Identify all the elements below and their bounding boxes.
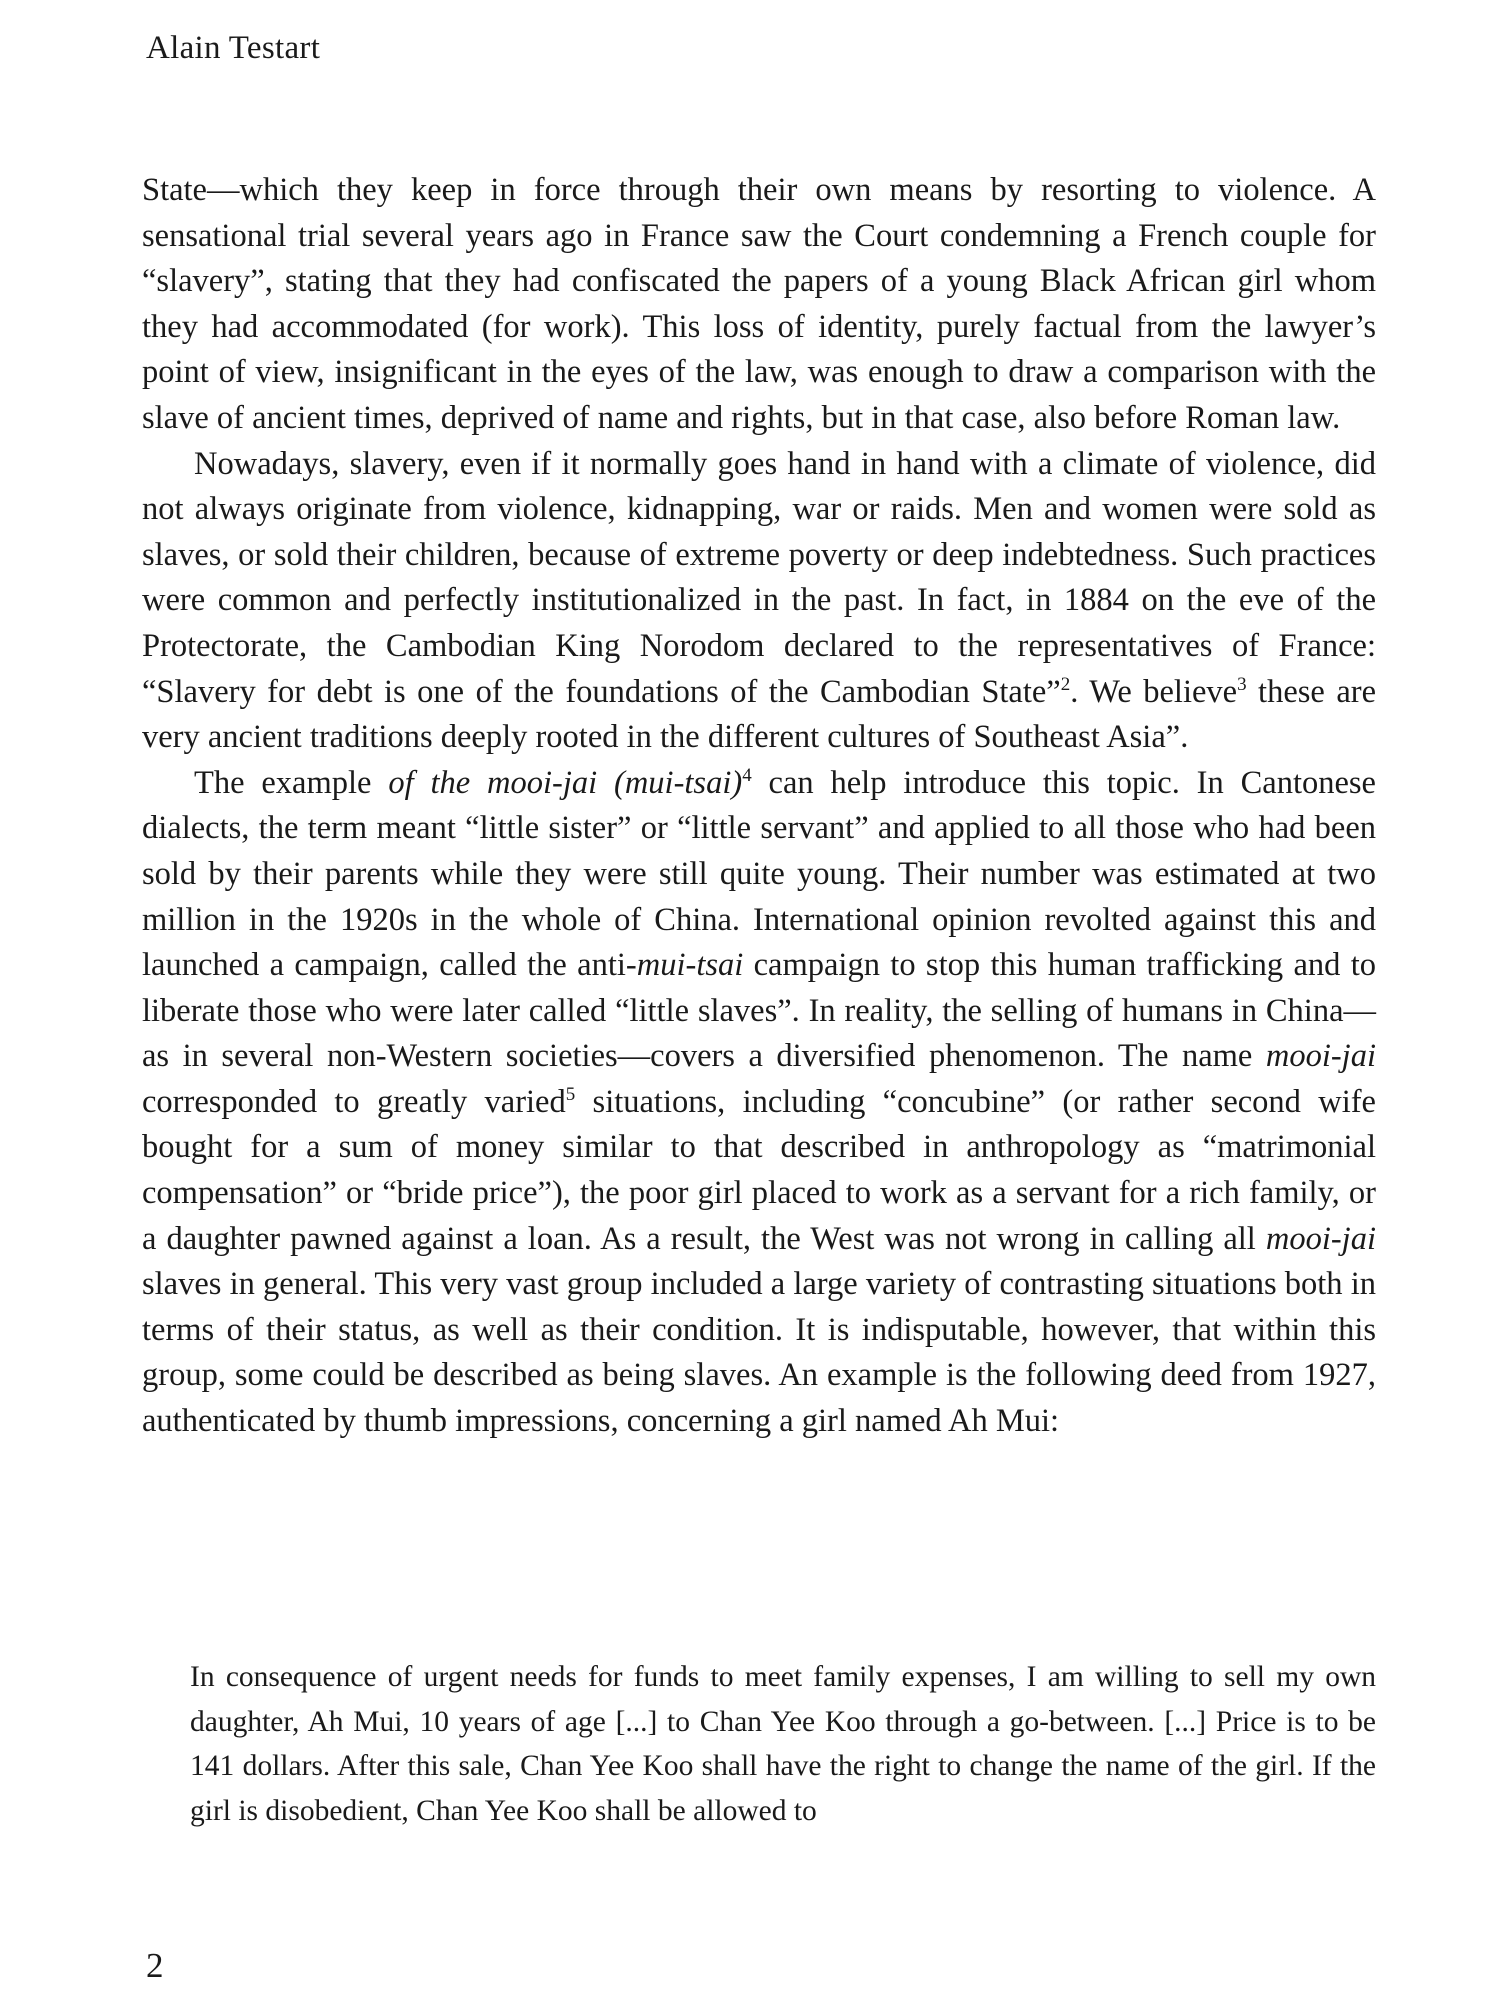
footnote-ref-3: 3 — [1237, 673, 1247, 695]
paragraph-3-text-e: campaign to stop this human trafficking and to liberate those who were later called “little slaves”. In reality, the selling of humans in China—as in several non-Western societies—covers a diversified phenomenon. The name — [142, 947, 1376, 1075]
block-quote-text: In consequence of urgent needs for funds to meet family expenses, I am willing to sell my own daughter, Ah Mui, 10 years of age [...] to Chan Yee Koo through a go-between. [...] Price is to be 141 dollars. After this sale, Chan Yee Koo shall have the right to change the name of the girl. If the girl is disobedient, Chan Yee Koo shall be allowed to — [190, 1661, 1376, 1827]
paragraph-3-text-h: situations, including “concubine” (or rather second wife bought for a sum of money similar to that described in anthropology as “matrimonial compensation” or “bride price”), the poor girl placed to work as a servant for a rich family, or a daughter pawned against a loan. As a result, the West was not wrong in calling all — [142, 1083, 1376, 1257]
block-quote — [190, 1655, 1376, 1833]
paragraph-2 — [142, 442, 1376, 761]
footnote-ref-2: 2 — [1060, 673, 1071, 695]
paragraph-3-text-c: can help introduce this topic. In Cantonese dialects, the term meant “little sister” or “little servant” and applied to all those who had been sold by their parents while they were still quite young. Their number was estimated at two million in the 1920s in the whole of China. International opinion revolted against this and launched a campaign, called the anti- — [142, 764, 1376, 984]
footnote-ref-5: 5 — [565, 1084, 576, 1106]
footnote-ref-4: 4 — [742, 764, 752, 786]
paragraph-2-text-c: these are very ancient traditions deeply rooted in the different cultures of Southeast Asia”. — [142, 673, 1376, 756]
paragraph-2-text-a: Nowadays, slavery, even if it normally goes hand in hand with a climate of violence, did not always originate from violence, kidnapping, war or raids. Men and women were sold as slaves, or sold their children, because of extreme poverty or deep indebtedness. Such practices were common and perfectly institutionalized in the past. In fact, in 1884 on the eve of the Protectorate, the Cambodian King Norodom declared to the representatives of France: “Slavery for debt is one of the foundations of the Cambodian State” — [142, 445, 1376, 710]
paragraph-3-italic-term: of the mooi-jai (mui-tsai) — [388, 764, 743, 801]
paragraph-3-text-j: slaves in general. This very vast group included a large variety of contrasting situations both in terms of their status, as well as their condition. It is indisputable, however, that within this group, some could be described as being slaves. An example is the following deed from 1927, authenticated by thumb impressions, concerning a girl named Ah Mui: — [142, 1266, 1376, 1440]
paragraph-1: State—which they keep in force through their own means by resorting to violence. A sensational trial several years ago in France saw the Court condemning a French couple for “slavery”, stating that they had confiscated the papers of a young Black African girl whom they had accommodated (for work). This loss of identity, purely factual from the lawyer’s point of view, insignificant in the eyes of the law, was enough to draw a comparison with the slave of ancient times, deprived of name and rights, but in that case, also before Roman law. — [142, 172, 1376, 436]
running-head: Alain Testart — [146, 30, 321, 66]
page-number: 2 — [146, 1946, 164, 1985]
paragraph-3-text-g: corresponded to greatly varied — [142, 1083, 566, 1120]
paragraph-3-text-a: The example — [194, 764, 389, 801]
paragraph-3-italic-mooi-jai-2: mooi-jai — [1265, 1220, 1376, 1257]
paragraph-3-italic-mooi-jai-1: mooi-jai — [1265, 1038, 1376, 1075]
body-text — [142, 168, 1376, 1445]
paragraph-3 — [142, 761, 1376, 1445]
paragraph-3-italic-mui-tsai: mui-tsai — [636, 947, 744, 984]
paragraph-2-text-b: . We believe — [1070, 673, 1238, 710]
